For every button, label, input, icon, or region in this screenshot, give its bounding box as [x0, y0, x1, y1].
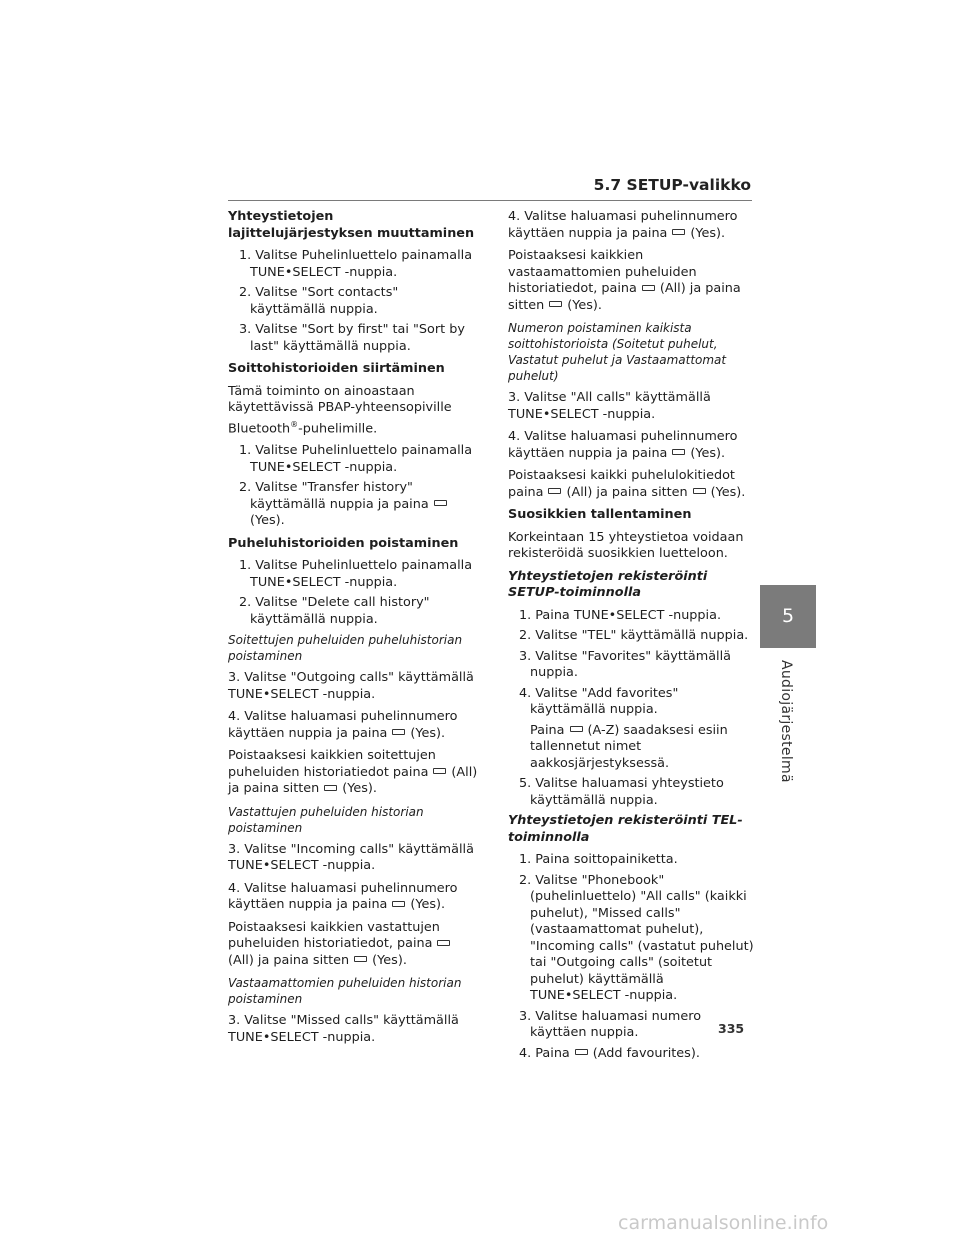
button-icon	[672, 229, 685, 235]
subheading: Vastaamattomien puheluiden historian poistaminen	[228, 976, 462, 1007]
list-item: 3. Valitse "Favorites" käyttämällä nuppia.	[519, 648, 731, 680]
button-icon	[392, 729, 405, 735]
paragraph: 3. Valitse "Outgoing calls" käyttämällä TUNE•SELECT -nuppia.	[228, 670, 474, 702]
watermark: carmanualsonline.info	[618, 1212, 829, 1234]
list-item: 2. Valitse "Delete call history" käyttämällä nuppia.	[239, 595, 430, 627]
button-icon	[549, 301, 562, 307]
registered-mark: ®	[290, 419, 299, 429]
button-icon	[570, 726, 583, 732]
list-item: 1. Valitse Puhelinluettelo painamalla TUNE•SELECT -nuppia.	[239, 248, 473, 280]
paragraph: Poistaaksesi kaikki puhelulokitiedot paina (All) ja paina sitten (Yes).	[508, 468, 746, 500]
button-icon	[575, 1049, 588, 1055]
button-icon	[693, 488, 706, 494]
section-title: 5.7 SETUP-valikko	[593, 176, 751, 194]
list-item: 1. Paina TUNE•SELECT -nuppia.	[519, 607, 722, 623]
chapter-tab: 5	[760, 585, 816, 648]
heading-transfer-history: Soittohistorioiden siirtäminen	[228, 361, 445, 376]
button-icon	[354, 956, 367, 962]
subheading: Soitettujen puheluiden puheluhistorian poistaminen	[228, 633, 463, 664]
page-number: 335	[718, 1021, 745, 1036]
list-item: 1. Valitse Puhelinluettelo painamalla TUNE•SELECT -nuppia.	[239, 558, 473, 590]
subheading: Numeron poistaminen kaikista soittohistorioista (Soitetut puhelut, Vastatut puhelut ja Vastaamattomat puhelut)	[508, 321, 727, 383]
list-item: 3. Valitse haluamasi numero käyttäen nuppia.	[519, 1008, 702, 1040]
chapter-label: Audiojärjestelmä	[778, 660, 794, 783]
paragraph: 4. Valitse haluamasi puhelinnumero käyttäen nuppia ja paina (Yes).	[228, 709, 458, 741]
button-icon	[672, 449, 685, 455]
list-item: 4. Valitse "Add favorites" käyttämällä nuppia.	[519, 685, 679, 717]
heading-delete-history: Puheluhistorioiden poistaminen	[228, 535, 459, 551]
list-item: 2. Valitse "Sort contacts" käyttämällä nuppia.	[239, 285, 399, 317]
button-icon	[392, 901, 405, 907]
button-icon	[437, 940, 450, 946]
list-note: Paina (A-Z) saadaksesi esiin tallennetut nimet aakkosjärjestyksessä.	[530, 722, 728, 771]
paragraph: Poistaaksesi kaikkien soitettujen puheluiden historiatiedot paina (All) ja paina sitten (Yes).	[228, 748, 478, 797]
list-item: 1. Valitse Puhelinluettelo painamalla TUNE•SELECT -nuppia.	[239, 443, 473, 475]
button-icon	[434, 500, 447, 506]
button-icon	[548, 488, 561, 494]
paragraph: 3. Valitse "Missed calls" käyttämällä TUNE•SELECT -nuppia.	[228, 1013, 459, 1045]
paragraph: 4. Valitse haluamasi puhelinnumero käyttäen nuppia ja paina (Yes).	[508, 209, 738, 241]
paragraph: 4. Valitse haluamasi puhelinnumero käyttäen nuppia ja paina (Yes).	[508, 429, 738, 461]
list-item: 2. Valitse "Phonebook" (puhelinluettelo) "All calls" (kaikki puhelut), "Missed calls" (vastaamattomat puhelut), "Incoming calls" (vastatut puhelut) tai "Outgoing calls" (soitetut puhelut) käyttämällä TUNE•SELECT -nuppia.	[519, 872, 754, 1003]
paragraph: Tämä toiminto on ainoastaan käytettävissä PBAP-yhteensopiville Bluetooth®-puhelimille.	[228, 383, 452, 436]
list-item: 2. Valitse "Transfer history" käyttämällä nuppia ja paina(Yes).	[232, 480, 478, 530]
header-divider	[228, 200, 752, 201]
list-item: 4. Paina (Add favourites).	[519, 1045, 700, 1061]
list-item: 2. Valitse "TEL" käyttämällä nuppia.	[519, 628, 749, 643]
button-icon	[324, 785, 337, 791]
subheading: Yhteystietojen rekisteröinti SETUP-toiminnolla	[508, 568, 708, 600]
subheading: Vastattujen puheluiden historian poistaminen	[228, 804, 424, 835]
paragraph: Poistaaksesi kaikkien vastaamattomien puheluiden historiatiedot, paina (All) ja paina sitten (Yes).	[508, 248, 741, 313]
paragraph: Poistaaksesi kaikkien vastattujen puheluiden historiatiedot, paina(All) ja paina sitten (Yes).	[228, 920, 478, 970]
list-item: 3. Valitse "Sort by first" tai "Sort by last" käyttämällä nuppia.	[239, 322, 465, 354]
subheading: Yhteystietojen rekisteröinti TEL-toiminnolla	[508, 813, 743, 845]
right-column	[508, 209, 758, 1066]
button-icon	[433, 768, 446, 774]
heading-favorites: Suosikkien tallentaminen	[508, 507, 692, 522]
button-icon	[642, 285, 655, 291]
left-column	[228, 209, 478, 1052]
paragraph: Korkeintaan 15 yhteystietoa voidaan rekisteröidä suosikkien luetteloon.	[508, 529, 744, 561]
heading-sort-order: Yhteystietojen lajittelujärjestyksen muuttaminen	[228, 209, 475, 241]
list-item: 1. Paina soittopainiketta.	[519, 852, 678, 867]
paragraph: 3. Valitse "Incoming calls" käyttämällä TUNE•SELECT -nuppia.	[228, 841, 474, 874]
list-item: 5. Valitse haluamasi yhteystieto käyttämällä nuppia.	[519, 776, 724, 808]
paragraph: 3. Valitse "All calls" käyttämällä TUNE•SELECT -nuppia.	[508, 390, 711, 422]
paragraph: 4. Valitse haluamasi puhelinnumero käyttäen nuppia ja paina (Yes).	[228, 880, 458, 913]
